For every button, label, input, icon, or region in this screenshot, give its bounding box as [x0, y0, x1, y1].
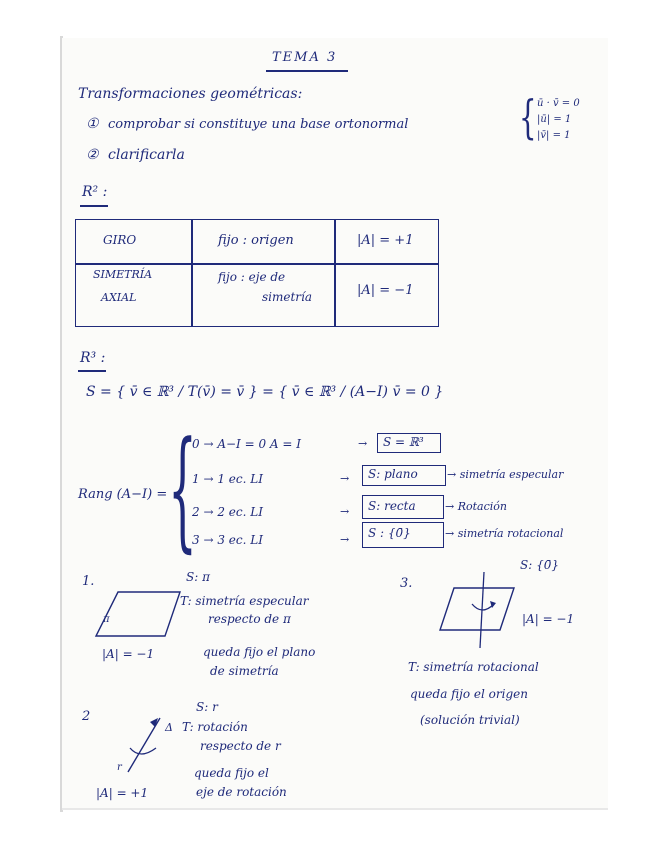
example-2-number: 2 [82, 709, 91, 724]
example-2-fixed-set: S: r [196, 700, 218, 714]
example-3-det: |A| = −1 [522, 612, 575, 626]
example-2-delta: Δ [165, 721, 173, 734]
case-2-box-text: S: recta [368, 499, 416, 513]
r3-label: R³ : [80, 350, 106, 366]
example-2-det: |A| = +1 [96, 786, 149, 800]
plane-sketch [96, 592, 180, 636]
example-1-det: |A| = −1 [102, 647, 155, 661]
example-3-number: 3. [400, 576, 413, 591]
rang-label: Rang (A−I) = [78, 487, 168, 502]
fixed-set-formula: S = { v̄ ∈ ℝ³ / T(v̄) = v̄ } = { v̄ ∈ ℝ³ / (A−I) v̄ = 0 } [86, 384, 444, 400]
section-heading: Transformaciones geométricas: [78, 86, 303, 102]
rang-brace: { [168, 413, 197, 565]
page-title: TEMA 3 [272, 50, 338, 65]
case-0-box-text: S = ℝ³ [383, 435, 424, 449]
table-cell-axial: AXIAL [101, 291, 137, 304]
case-2-arrow: → [340, 505, 350, 518]
table-cell-simetria: SIMETRÍA [93, 268, 153, 281]
table-cell-simetria-det: |A| = −1 [357, 283, 414, 298]
step-1-text: comprobar si constituye una base ortonormal [108, 117, 409, 132]
example-1-transform-2: respecto de π [208, 612, 291, 626]
example-3-note: queda fijo el origen [410, 687, 528, 701]
r2-label: R² : [82, 184, 108, 200]
case-3-arrow: → [340, 533, 350, 546]
example-3-transform: T: simetría rotacional [408, 660, 539, 674]
case-3-lhs: 3 → 3 ec. LI [192, 533, 263, 547]
condition-norm-u: |ū| = 1 [537, 114, 572, 125]
step-1-number: ① [86, 116, 99, 132]
case-3-result: → simetría rotacional [445, 527, 564, 540]
example-2-transform-2: respecto de r [200, 739, 281, 753]
rotation-arrow-sketch [130, 748, 156, 754]
example-1-note-2: de simetría [210, 664, 279, 678]
case-3-box-text: S : {0̄} [368, 526, 411, 540]
example-1-fixed-set: S: π [186, 570, 210, 584]
example-2-line-label: r [117, 762, 122, 773]
case-1-box-text: S: plano [368, 467, 418, 481]
example-2-note: queda fijo el [194, 766, 269, 780]
case-1-result: → simetría especular [447, 468, 564, 481]
table-cell-giro: GIRO [103, 233, 137, 247]
example-2-transform: T: rotación [182, 720, 248, 734]
condition-norm-v: |v̄| = 1 [537, 130, 571, 141]
case-0-arrow: → [358, 437, 368, 450]
case-1-lhs: 1 → 1 ec. LI [192, 472, 263, 486]
table-cell-simetria-fixed: fijo : eje de [218, 270, 286, 284]
rotation-arrow-sketch-3 [472, 604, 494, 610]
case-2-lhs: 2 → 2 ec. LI [192, 505, 263, 519]
step-2-number: ② [86, 147, 99, 163]
example-3-note-2: (solución trivial) [420, 713, 520, 727]
step-2-text: clarificarla [108, 147, 185, 163]
example-1-note: queda fijo el plano [203, 645, 316, 659]
conditions-brace: { [519, 90, 537, 144]
condition-orthogonal: ū · v̄ = 0 [537, 98, 580, 109]
case-2-result: → Rotación [445, 500, 507, 513]
table-cell-simetria-fixed2: simetría [262, 290, 313, 304]
case-0-lhs: 0 → A−I = 0 A = I [192, 437, 302, 451]
table-cell-giro-fixed: fijo : origen [218, 233, 294, 248]
example-1-transform: T: simetría especular [180, 594, 309, 608]
example-3-fixed-set: S: {0̄} [520, 558, 559, 572]
example-1-plane-label: π [103, 614, 110, 625]
case-1-arrow: → [340, 472, 350, 485]
example-1-number: 1. [82, 574, 95, 589]
table-cell-giro-det: |A| = +1 [357, 233, 414, 248]
example-2-note-2: eje de rotación [196, 785, 287, 799]
